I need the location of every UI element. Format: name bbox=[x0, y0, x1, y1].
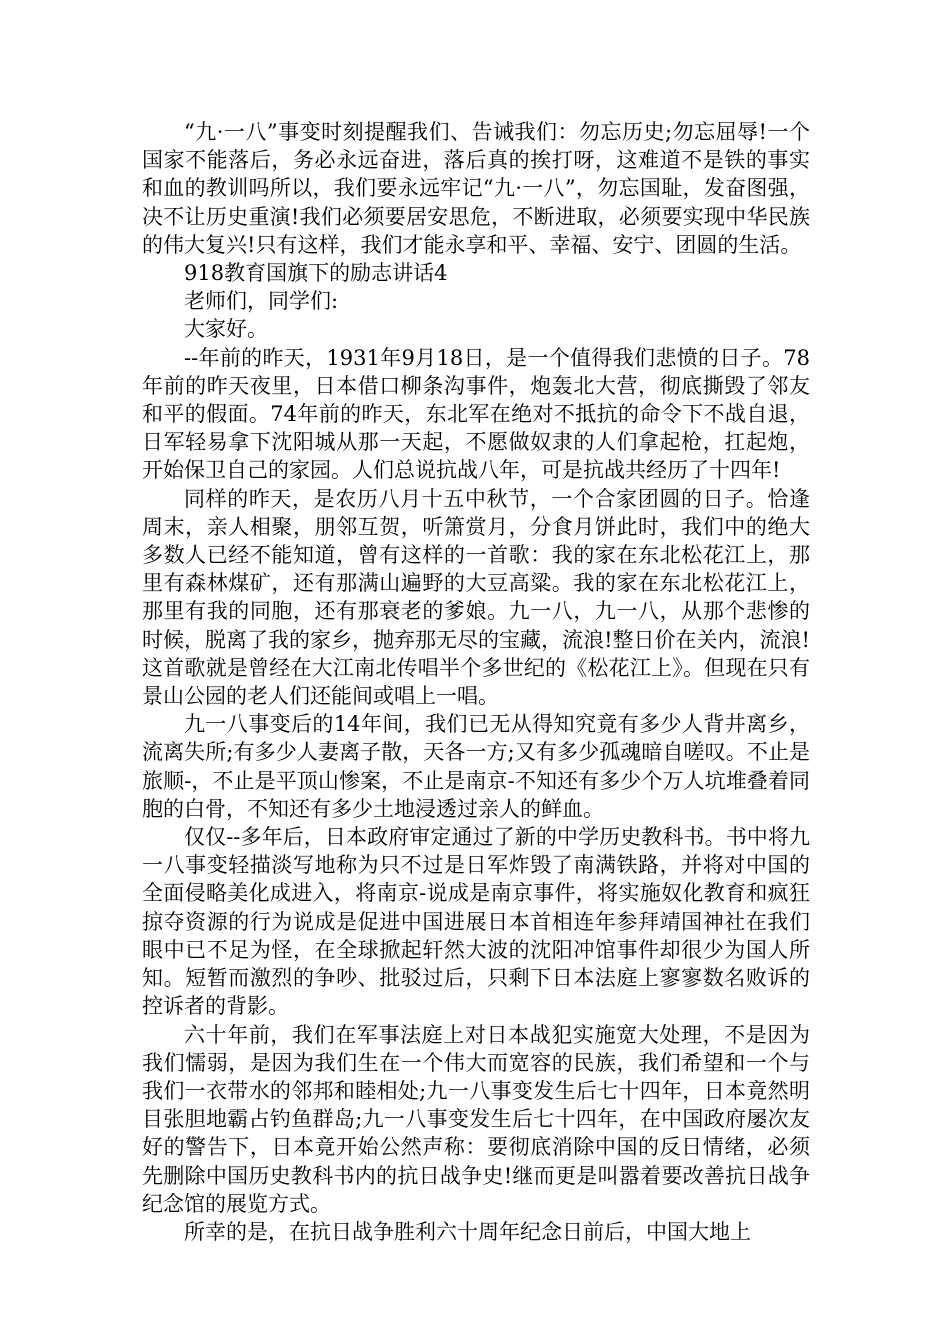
speech-title: 918教育国旗下的励志讲话4 bbox=[184, 261, 448, 286]
paragraph-fortunately: 所幸的是，在抗日战争胜利六十周年纪念日前后，中国大地上 bbox=[184, 1219, 751, 1244]
paragraph-history: --年前的昨天，1931年9月18日，是一个值得我们悲愤的日子。78年前的昨天夜里，日本借口柳条沟事件，炮轰北大营，彻底撕毁了邻友和平的假面。74年前的昨天，东北军在绝对不抵抗的命令下不战自退，日军轻易拿下沈阳城从那一天起，不愿做奴隶的人们拿起枪，扛起炮，开始保卫自己的家园。人们总说抗战八年，可是抗战共经历了十四年! bbox=[142, 345, 810, 483]
paragraph-textbook: 仅仅--多年后，日本政府审定通过了新的中学历史教科书。书中将九一八事变轻描淡写地称为只不过是日军炸毁了南满铁路，并将对中国的全面侵略美化成进入，将南京-说成是南京事件，将实施奴化教育和疯狂掠夺资源的行为说成是促进中国进展日本首相连年参拜靖国神社在我们眼中已不足为怪，在全球掀起轩然大波的沈阳冲馆事件却很少为国人所知。短暂而激烈的争吵、批驳过后，只剩下日本法庭上寥寥数名败诉的控诉者的背影。 bbox=[142, 825, 810, 1019]
paragraph-sixty-years: 六十年前，我们在军事法庭上对日本战犯实施宽大处理，不是因为我们懦弱，是因为我们生在一个伟大而宽容的民族，我们希望和一个与我们一衣带水的邻邦和睦相处;九一八事变发生后七十四年，日本竟然明目张胆地霸占钓鱼群岛;九一八事变发生后七十四年，在中国政府屡次友好的警告下，日本竟开始公然声称：要彻底消除中国的反日情绪，必须先删除中国历史教科书内的抗日战争史!继而更是叫嚣着要改善抗日战争纪念馆的展览方式。 bbox=[142, 1022, 810, 1216]
paragraph-intro-conclusion: “九·一八”事变时刻提醒我们、告诫我们：勿忘历史;勿忘屈辱!一个国家不能落后，务必永远奋进，落后真的挨打呀，这难道不是铁的事实和血的教训吗所以，我们要永远牢记“九·一八”，勿忘国耻，发奋图强，决不让历史重演!我们必须要居安思危，不断进取，必须要实现中华民族的伟大复兴!只有这样，我们才能永享和平、幸福、安宁、团圆的生活。 bbox=[142, 120, 810, 257]
paragraph-mid-autumn: 同样的昨天，是农历八月十五中秋节，一个合家团圆的日子。恰逢周末，亲人相聚，朋邻互贺，听箫赏月，分食月饼此时，我们中的绝大多数人已经不能知道，曾有这样的一首歌：我的家在东北松花江上，那里有森林煤矿，还有那满山遍野的大豆高粱。我的家在东北松花江上，那里有我的同胞，还有那衰老的爹娘。九一八，九一八，从那个悲惨的时候，脱离了我的家乡，抛弃那无尽的宝藏，流浪!整日价在关内，流浪!这首歌就是曾经在大江南北传唱半个多世纪的《松花江上》。但现在只有景山公园的老人们还能间或唱上一唱。 bbox=[142, 486, 810, 709]
greeting: 大家好。 bbox=[184, 317, 268, 342]
document-page bbox=[142, 118, 810, 1246]
salutation: 老师们，同学们: bbox=[184, 289, 339, 314]
paragraph-fourteen-years: 九一八事变后的14年间，我们已无从得知究竟有多少人背井离乡，流离失所;有多少人妻离子散，天各一方;又有多少孤魂暗自嗟叹。不止是旅顺-，不止是平顶山惨案，不止是南京-不知还有多少个万人坑堆叠着同胞的白骨，不知还有多少土地浸透过亲人的鲜血。 bbox=[142, 712, 810, 821]
